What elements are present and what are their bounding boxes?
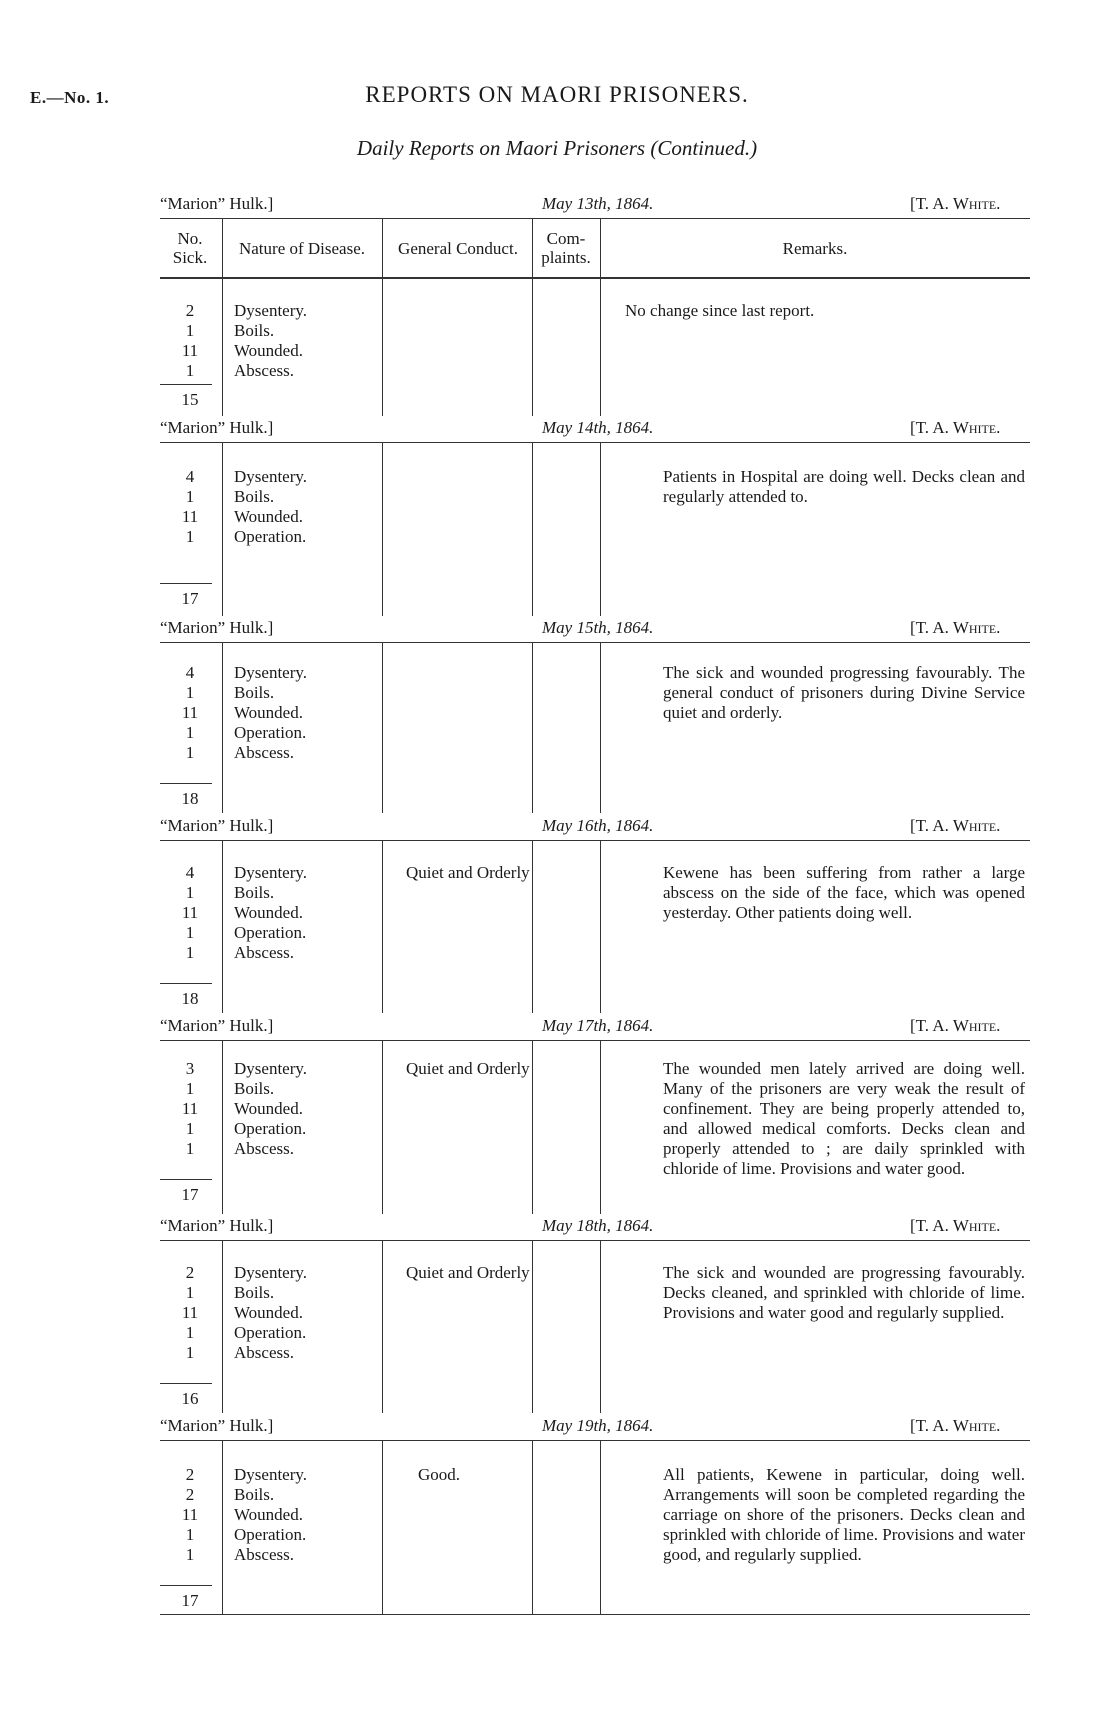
report-may-13	[160, 190, 1030, 416]
report-may-18	[160, 1212, 1030, 1413]
report-body	[160, 1241, 1030, 1413]
total-sick: 17	[181, 589, 199, 608]
report-date: May 15th, 1864.	[542, 618, 654, 637]
disease-list: Dysentery. Boils. Wounded. Operation. Abscess.	[234, 1059, 308, 1158]
general-conduct: Good.	[418, 1465, 461, 1484]
col-nature: Nature of Disease.	[238, 238, 366, 258]
officer-name: [T. A. White.	[910, 418, 1001, 437]
col-complaints: Com- plaints.	[541, 229, 591, 267]
remarks-text: The sick and wounded progressing favourably. The general conduct of prisoners during Divine Service quiet and orderly.	[663, 663, 1025, 722]
total-sick: 18	[181, 789, 199, 808]
report-may-14	[160, 414, 1030, 616]
column-headers	[160, 219, 1030, 279]
report-header	[160, 812, 1030, 841]
report-body	[160, 841, 1030, 1013]
hulk-label: “Marion” Hulk.]	[160, 618, 274, 637]
report-may-15	[160, 614, 1030, 813]
report-date: May 19th, 1864.	[542, 1416, 654, 1435]
sick-counts: 3 1 11 1 1	[181, 1059, 199, 1158]
officer-name: [T. A. White.	[910, 1416, 1001, 1435]
officer-name: [T. A. White.	[910, 194, 1001, 213]
report-header	[160, 614, 1030, 643]
col-conduct: General Conduct.	[398, 238, 518, 258]
remarks-text: The wounded men lately arrived are doing well. Many of the prisoners are very weak the result of confinement. They are being properly attended to, and allowed medical comforts. Decks clean and properly attended to ; are daily sprinkled with chloride of lime. Provisions and water good.	[663, 1059, 1025, 1178]
report-date: May 14th, 1864.	[542, 418, 654, 437]
sick-counts: 2 1 11 1 1	[181, 1263, 199, 1362]
general-conduct: Quiet and Orderly	[406, 1263, 530, 1282]
officer-name: [T. A. White.	[910, 1016, 1001, 1035]
report-may-16	[160, 812, 1030, 1013]
bottom-rule	[160, 1614, 1030, 1615]
report-header	[160, 1012, 1030, 1041]
report-body	[160, 643, 1030, 813]
officer-name: [T. A. White.	[910, 816, 1001, 835]
hulk-label: “Marion” Hulk.]	[160, 418, 274, 437]
total-sick: 17	[181, 1591, 199, 1610]
officer-name: [T. A. White.	[910, 618, 1001, 637]
general-conduct: Quiet and Orderly	[406, 1059, 530, 1078]
hulk-label: “Marion” Hulk.]	[160, 194, 274, 213]
sick-counts: 2 2 11 1 1	[181, 1465, 199, 1564]
sick-counts: 4 1 11 1 1	[181, 863, 199, 962]
report-date: May 16th, 1864.	[542, 816, 654, 835]
sick-counts: 4 1 11 1	[181, 467, 199, 546]
disease-list: Dysentery. Boils. Wounded. Operation.	[234, 467, 308, 546]
col-remarks: Remarks.	[782, 238, 848, 258]
report-may-19	[160, 1412, 1030, 1615]
hulk-label: “Marion” Hulk.]	[160, 1216, 274, 1235]
officer-name: [T. A. White.	[910, 1216, 1001, 1235]
hulk-label: “Marion” Hulk.]	[160, 816, 274, 835]
report-body	[160, 279, 1030, 416]
report-header	[160, 414, 1030, 443]
report-date: May 13th, 1864.	[542, 194, 654, 213]
sick-counts: 4 1 11 1 1	[181, 663, 199, 762]
report-header	[160, 190, 1030, 219]
total-sick: 17	[181, 1185, 199, 1204]
report-header	[160, 1412, 1030, 1441]
remarks-text: All patients, Kewene in particular, doing well. Arrangements will soon be completed regarding the carriage on shore of the prisoners. Decks clean and sprinkled with chloride of lime. Provisions and water good, and regularly supplied.	[663, 1465, 1025, 1564]
general-conduct: Quiet and Orderly	[406, 863, 530, 882]
remarks-text: Patients in Hospital are doing well. Decks clean and regularly attended to.	[663, 467, 1025, 506]
disease-list: Dysentery. Boils. Wounded. Operation. Abscess.	[234, 863, 308, 962]
remarks-text: The sick and wounded are progressing favourably. Decks cleaned, and sprinkled with chloride of lime. Provisions and water good and regularly supplied.	[663, 1263, 1025, 1322]
report-body	[160, 443, 1030, 616]
report-body	[160, 1041, 1030, 1214]
page-ref: E.—No. 1.	[30, 88, 110, 107]
report-date: May 17th, 1864.	[542, 1016, 654, 1035]
report-header	[160, 1212, 1030, 1241]
disease-list: Dysentery. Boils. Wounded. Operation. Abscess.	[234, 1465, 308, 1564]
total-sick: 15	[181, 390, 199, 409]
remarks-text: Kewene has been suffering from rather a large abscess on the side of the face, which was opened yesterday. Other patients doing well.	[663, 863, 1025, 922]
total-sick: 16	[181, 1389, 199, 1408]
hulk-label: “Marion” Hulk.]	[160, 1416, 274, 1435]
report-date: May 18th, 1864.	[542, 1216, 654, 1235]
page-title: REPORTS ON MAORI PRISONERS.	[365, 82, 749, 107]
total-sick: 18	[181, 989, 199, 1008]
disease-list: Dysentery. Boils. Wounded. Operation. Abscess.	[234, 1263, 308, 1362]
col-no-sick: No. Sick.	[172, 229, 208, 267]
report-body	[160, 1441, 1030, 1615]
remarks-text: No change since last report.	[625, 301, 815, 320]
page-subtitle: Daily Reports on Maori Prisoners (Continued.)	[356, 136, 758, 160]
report-may-17	[160, 1012, 1030, 1214]
disease-list: Dysentery. Boils. Wounded. Operation. Abscess.	[234, 663, 308, 762]
disease-list: Dysentery. Boils. Wounded. Abscess.	[234, 301, 308, 380]
hulk-label: “Marion” Hulk.]	[160, 1016, 274, 1035]
sick-counts: 2 1 11 1	[181, 301, 199, 380]
